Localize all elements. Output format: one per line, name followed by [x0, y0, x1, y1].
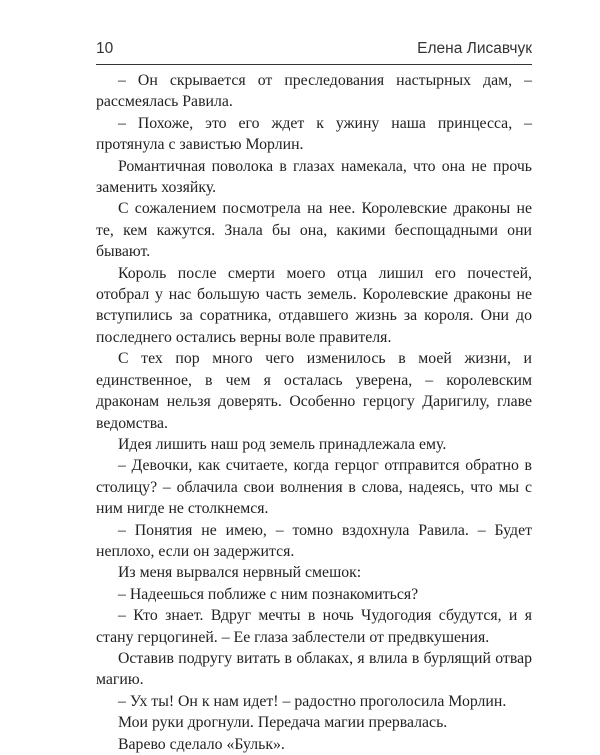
paragraph: – Понятия не имею, – томно вздохнула Равила. – Будет неплохо, если он задержится. — [96, 521, 532, 560]
paragraph: – Девочки, как считаете, когда герцог отправится обратно в столицу? – облачила свои волнения в слова, надеясь, что мы с ним нигде не столкнемся. — [96, 457, 532, 518]
paragraph: Идея лишить наш род земель принадлежала ему. — [118, 435, 447, 453]
page-number: 10 — [96, 40, 114, 57]
page-header — [96, 36, 532, 65]
paragraph: Мои руки дрогнули. Передача магии прервалась. — [118, 714, 448, 732]
paragraph: – Ух ты! Он к нам идет! – радостно проголосила Морлин. — [118, 692, 507, 710]
paragraph: – Он скрывается от преследования настырных дам, – рассмеялась Равила. — [96, 72, 532, 111]
paragraph: – Похоже, это его ждет к ужину наша принцесса, – протянула с завистью Морлин. — [96, 114, 532, 154]
running-head-author: Елена Лисавчук — [417, 40, 532, 57]
paragraph: Оставив подругу витать в облаках, я влила в бурлящий отвар магию. — [96, 649, 532, 689]
paragraph: – Кто знает. Вдруг мечты в ночь Чудогодия сбудутся, и я стану герцогиней. – Ее глаза заблестели от предвкушения. — [96, 607, 532, 646]
paragraph: С тех пор много чего изменилось в моей жизни, и единственное, в чем я осталась уверена, – королевским драконам нельзя доверять. Особенно герцогу Даригилу, главе ведомства. — [96, 350, 532, 432]
paragraph: С сожалением посмотрела на нее. Королевские драконы не те, кем кажутся. Знала бы она, какими беспощадными они бывают. — [96, 200, 532, 261]
paragraph: Романтичная поволока в глазах намекала, что она не прочь заменить хозяйку. — [96, 157, 532, 197]
paragraph: Король после смерти моего отца лишил его почестей, отобрал у нас большую часть земель. Королевские драконы не вступились за соратника, отдавшего жизнь за короля. Они до последнего остались верны воле правителя. — [96, 264, 532, 346]
text-body — [96, 70, 532, 755]
paragraph: Из меня вырвался нервный смешок: — [118, 564, 362, 582]
paragraph: – Надеешься поближе с ним познакомиться? — [118, 585, 419, 603]
paragraph: Варево сделало «Бульк». — [118, 735, 285, 753]
